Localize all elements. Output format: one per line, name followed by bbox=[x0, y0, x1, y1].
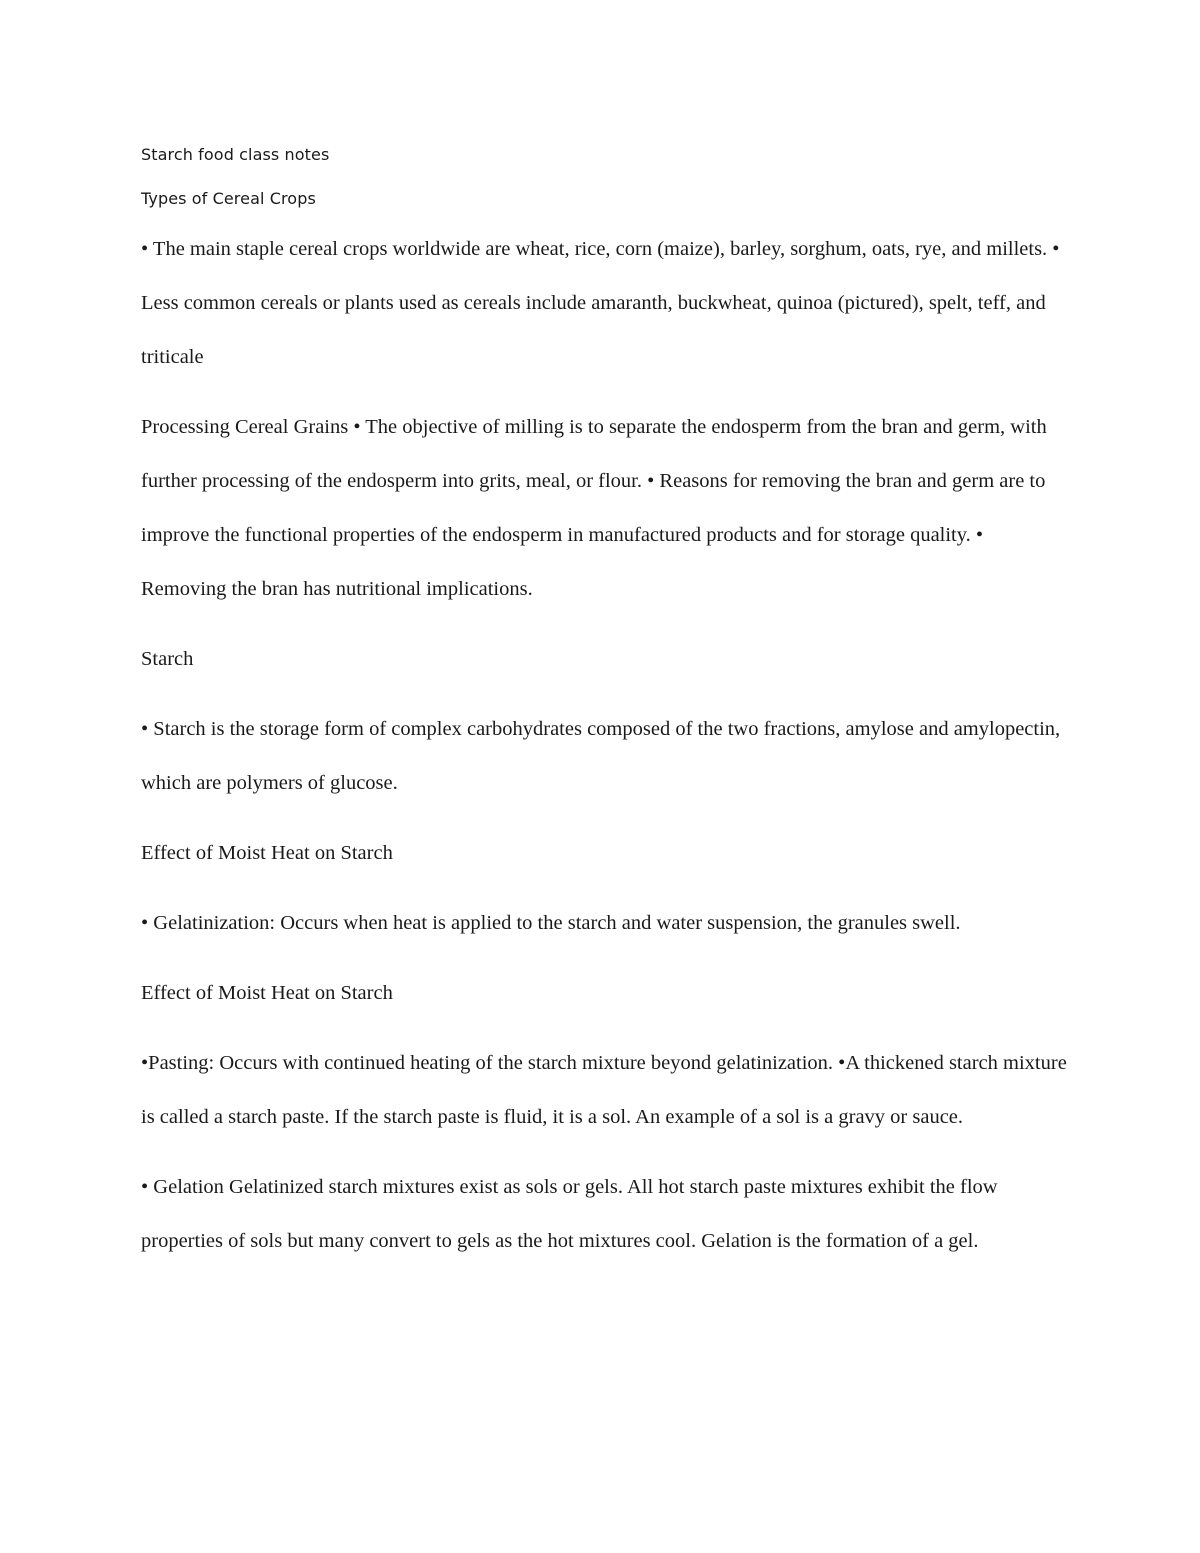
paragraph-starch-definition: • Starch is the storage form of complex carbohydrates composed of the two fractions, amylose and amylopectin, which are polymers of glucose. bbox=[141, 718, 1061, 794]
spacer bbox=[141, 810, 1071, 826]
paragraph-gelation: • Gelation Gelatinized starch mixtures exist as sols or gels. All hot starch paste mixtures exhibit the flow properties of sols but many convert to gels as the hot mixtures cool. Gelation is the formation of a gel. bbox=[141, 1176, 998, 1252]
document-body bbox=[141, 140, 1071, 1268]
spacer bbox=[141, 686, 1071, 702]
heading-moist-heat-1: Effect of Moist Heat on Starch bbox=[141, 842, 393, 864]
section-subtitle-cereal-crops: Types of Cereal Crops bbox=[141, 189, 316, 208]
spacer bbox=[141, 1020, 1071, 1036]
paragraph-cereal-crops: • The main staple cereal crops worldwide are wheat, rice, corn (maize), barley, sorghum, oats, rye, and millets. • Less common cereals or plants used as cereals include amaranth, buckwheat, quinoa (pictured), spelt, teff, and triticale bbox=[141, 238, 1060, 368]
paragraph-pasting: •Pasting: Occurs with continued heating of the starch mixture beyond gelatinization. •A thickened starch mixture is called a starch paste. If the starch paste is fluid, it is a sol. An example of a sol is a gravy or sauce. bbox=[141, 1052, 1067, 1128]
paragraph-gelatinization: • Gelatinization: Occurs when heat is applied to the starch and water suspension, the granules swell. bbox=[141, 912, 961, 934]
paragraph-processing-cereal-grains: Processing Cereal Grains • The objective of milling is to separate the endosperm from the bran and germ, with further processing of the endosperm into grits, meal, or flour. • Reasons for removing the bran and germ are to improve the functional properties of the endosperm in manufactured products and for storage quality. • Removing the bran has nutritional implications. bbox=[141, 416, 1047, 600]
heading-moist-heat-2: Effect of Moist Heat on Starch bbox=[141, 982, 393, 1004]
spacer bbox=[141, 616, 1071, 632]
heading-starch: Starch bbox=[141, 648, 194, 670]
spacer bbox=[141, 384, 1071, 400]
spacer bbox=[141, 950, 1071, 966]
spacer bbox=[141, 1144, 1071, 1160]
spacer bbox=[141, 880, 1071, 896]
document-title: Starch food class notes bbox=[141, 145, 330, 164]
